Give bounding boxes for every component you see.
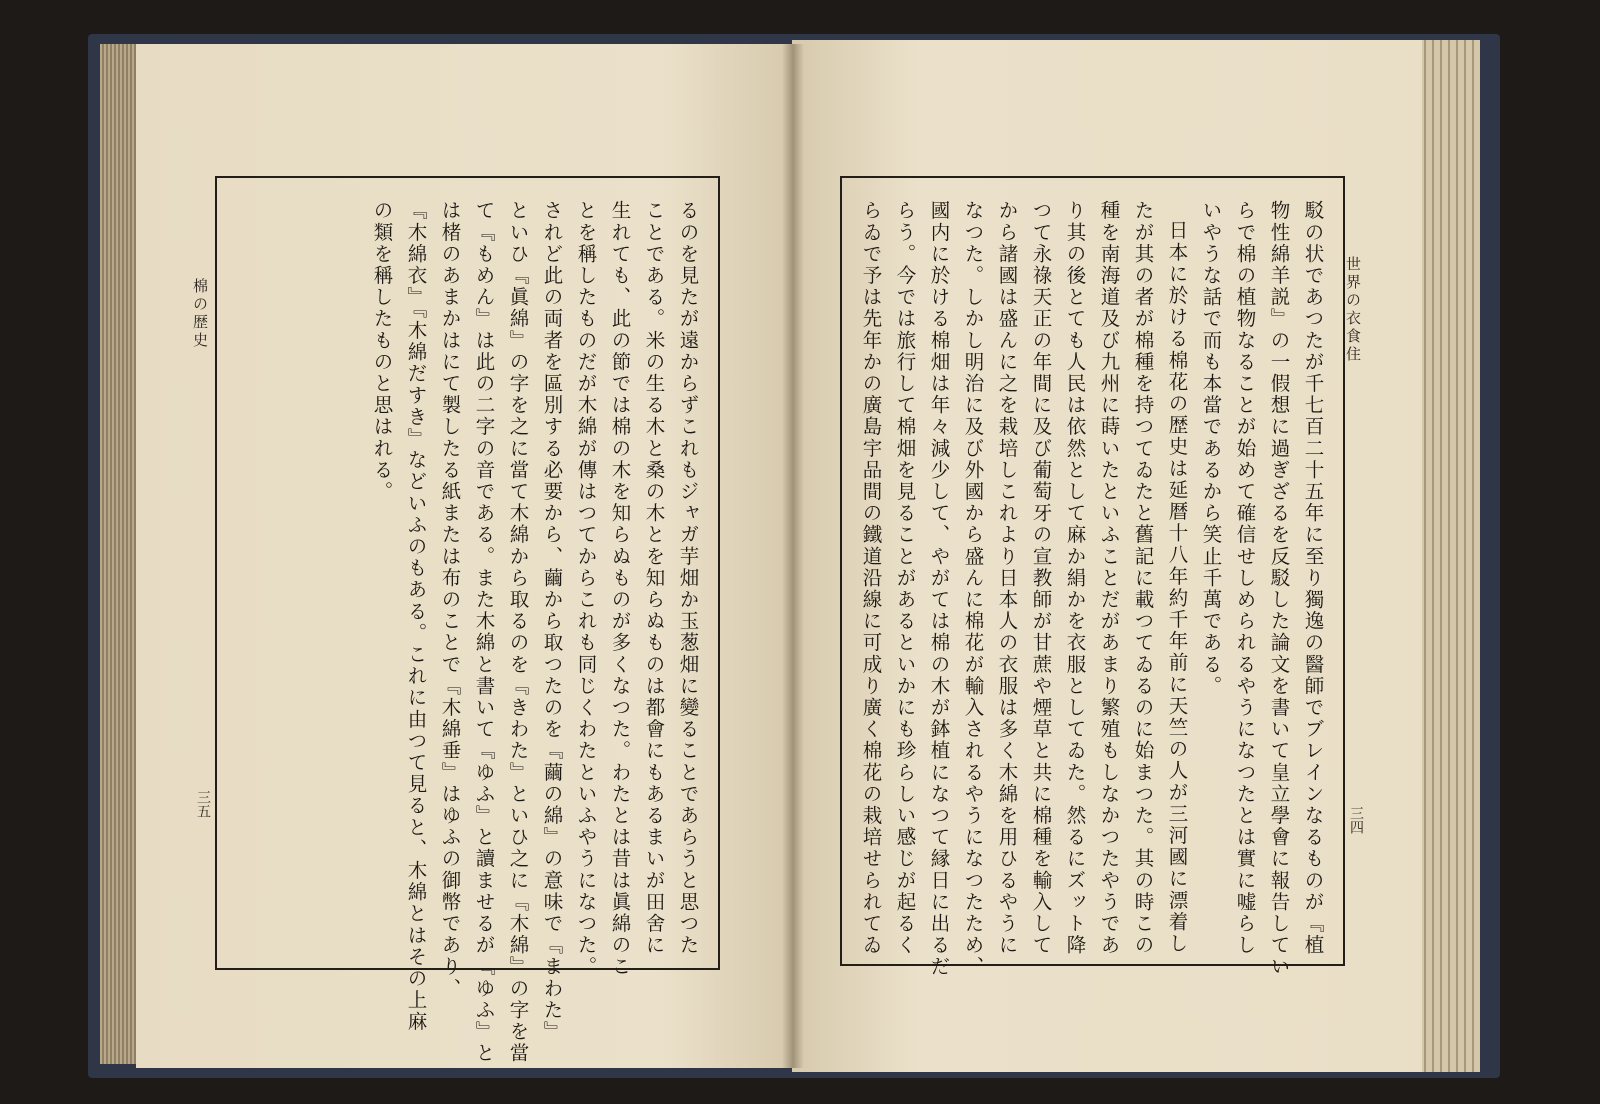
text-column: いやうな話で而も本當であるから笑止千萬である。 (1199, 200, 1223, 697)
left-running-head: 棉の歴史 (191, 278, 209, 350)
text-column: なつた。しかし明治に及び外國から盛んに棉花が輸入されるやうになつたため、 (961, 200, 985, 978)
text-column: とを稱したものだが木綿が傳はつてからこれも同じくわたといふやうになつた。 (574, 200, 598, 978)
text-column: の類を稱したものと思はれる。 (370, 200, 394, 503)
text-column: たが其の者が棉種を持つてゐたと舊記に載つてゐるのに始まつた。其の時この (1131, 200, 1155, 956)
text-column: ことである。米の生る木と桑の木とを知らぬものは都會にもあるまいが田舍に (642, 200, 666, 956)
text-column: 『木綿衣』『木綿だすき』などいふのもある。これに由つて見ると、木綿とはその上麻 (404, 200, 428, 1033)
book-gutter (782, 44, 804, 1068)
text-column: り其の後とても人民は依然として麻か絹かを衣服としてゐた。然るにズット降 (1063, 200, 1087, 956)
text-column: らゐで予は先年かの廣島宇品間の鐵道沿線に可成り廣く棉花の栽培せられてゐ (859, 200, 883, 956)
text-column: 日本に於ける棉花の歴史は延暦十八年約千年前に天竺の人が三河國に漂着し (1165, 220, 1189, 955)
text-column: 種を南海道及び九州に蒔いたといふことだがあまり繁殖もしなかつたやうであ (1097, 200, 1121, 956)
left-page-number: 三五 (195, 790, 211, 818)
text-column: て『もめん』は此の二字の音である。また木綿と書いて『ゆふ』と讀ませるが『ゆふ』と (472, 200, 496, 1064)
text-column: るのを見たが遠からずこれもジャガ芋畑か玉葱畑に變ることであらうと思つた (676, 200, 700, 956)
text-column: 生れても、此の節では棉の木を知らぬものが多くなつた。わたとは昔は眞綿のこ (608, 200, 632, 978)
text-column: 國内に於ける棉畑は年々減少して、やがては棉の木が鉢植になつて縁日に出るだ (927, 200, 951, 978)
text-column: 駁の状であつたが千七百二十五年に至り獨逸の醫師でブレインなるものが『植 (1301, 200, 1325, 956)
text-column: つて永祿天正の年間に及び葡萄牙の宣教師が甘蔗や煙草と共に棉種を輸入して (1029, 200, 1053, 956)
page-edges-right (1418, 40, 1480, 1072)
text-column: から諸國は盛んに之を栽培しこれより日本人の衣服は多く木綿を用ひるやうに (995, 200, 1019, 956)
text-column: されど此の両者を區別する必要から、繭から取つたのを『繭の綿』の意味で『まわた』 (540, 200, 564, 1043)
text-column: らう。今では旅行して棉畑を見ることがあるといかにも珍らしい感じが起るく (893, 200, 917, 956)
right-running-head: 世界の衣食住 (1344, 256, 1362, 364)
right-page-number: 三四 (1348, 806, 1364, 834)
text-column: 物性綿羊説』の一假想に過ぎざるを反駁した論文を書いて皇立學會に報告してい (1267, 200, 1291, 978)
text-column: は楮のあまかはにて製したる紙または布のことで『木綿垂』はゆふの御幣であり、 (438, 200, 462, 1000)
text-column: といひ『眞綿』の字を之に當て木綿から取るのを『きわた』といひ之に『木綿』の字を當 (506, 200, 530, 1064)
page-edges-left (100, 44, 140, 1064)
text-column: らで棉の植物なることが始めて確信せしめられるやうになつたとは實に嘘らし (1233, 200, 1257, 956)
